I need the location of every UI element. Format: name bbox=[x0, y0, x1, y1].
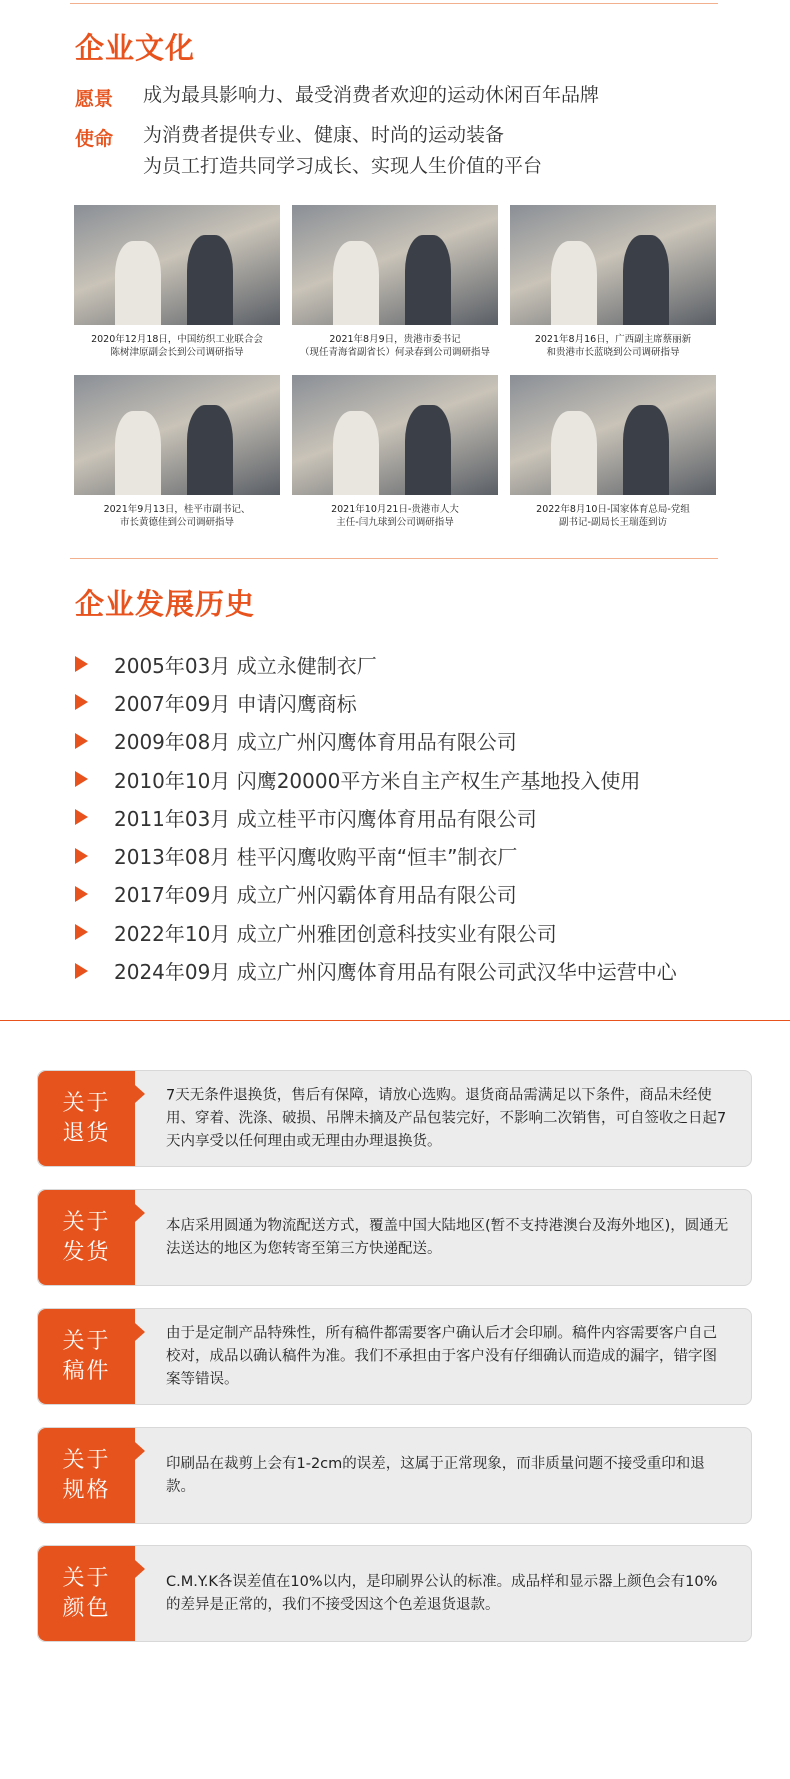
visit-photo bbox=[74, 205, 280, 325]
history-item bbox=[75, 722, 677, 760]
vision-text: 成为最具影响力、最受消费者欢迎的运动休闲百年品牌 bbox=[143, 84, 600, 106]
notice-card bbox=[37, 1427, 752, 1524]
history-item bbox=[75, 913, 677, 951]
caption-line: 2021年8月16日，广西副主席蔡丽新 bbox=[534, 334, 692, 345]
visit-photo bbox=[292, 205, 498, 325]
section-divider bbox=[70, 558, 718, 559]
notice-text: 7天无条件退换货，售后有保障，请放心选购。退货商品需满足以下条件，商品未经使用、穿着、洗涤、破损、吊牌未摘及产品包装完好，不影响二次销售，可自签收之日起7天内享受以任何理由或无理由办理退换货。 bbox=[166, 1087, 727, 1149]
mission-line: 为消费者提供专业、健康、时尚的运动装备 bbox=[143, 124, 505, 146]
notice-card bbox=[37, 1308, 752, 1405]
label-line: 发货 bbox=[62, 1239, 111, 1265]
notice-card bbox=[37, 1070, 752, 1167]
history-title: 企业发展历史 bbox=[75, 587, 256, 621]
history-item bbox=[75, 951, 677, 989]
notice-label bbox=[38, 1071, 135, 1166]
history-text: 2007年09月 申请闪鹰商标 bbox=[114, 691, 357, 716]
history-text: 2005年03月 成立永健制衣厂 bbox=[114, 653, 377, 678]
vision-row bbox=[75, 84, 599, 111]
caption-line: 陈树津原副会长到公司调研指导 bbox=[110, 347, 244, 358]
notice-label bbox=[38, 1428, 135, 1523]
label-line: 颜色 bbox=[62, 1595, 111, 1621]
caption-line: 主任-闫九球到公司调研指导 bbox=[336, 517, 454, 528]
caption-line: 副书记-副局长王瑞莲到访 bbox=[559, 517, 667, 528]
caption-line: 2021年9月13日，桂平市副书记、 bbox=[103, 504, 251, 515]
photo-caption bbox=[292, 333, 498, 359]
label-line: 关于 bbox=[62, 1447, 111, 1473]
history-text: 2009年08月 成立广州闪鹰体育用品有限公司 bbox=[114, 730, 517, 755]
history-text: 2010年10月 闪鹰20000平方米自主产权生产基地投入使用 bbox=[114, 768, 641, 793]
history-item bbox=[75, 875, 677, 913]
label-line: 规格 bbox=[62, 1477, 111, 1503]
label-line: 退货 bbox=[62, 1120, 111, 1146]
triangle-bullet-icon bbox=[75, 963, 88, 979]
visit-photo bbox=[74, 375, 280, 495]
triangle-bullet-icon bbox=[75, 848, 88, 864]
notice-card bbox=[37, 1545, 752, 1642]
history-text: 2024年09月 成立广州闪鹰体育用品有限公司武汉华中运营中心 bbox=[114, 960, 677, 985]
culture-title: 企业文化 bbox=[75, 31, 196, 65]
photo-caption bbox=[292, 503, 498, 529]
triangle-bullet-icon bbox=[75, 733, 88, 749]
caption-line: 2021年10月21日-贵港市人大 bbox=[331, 504, 459, 515]
history-item bbox=[75, 683, 677, 721]
triangle-bullet-icon bbox=[75, 924, 88, 940]
top-divider bbox=[70, 3, 718, 4]
caption-line: 2020年12月18日，中国纺织工业联合会 bbox=[91, 334, 263, 345]
history-text: 2013年08月 桂平闪鹰收购平南“恒丰”制衣厂 bbox=[114, 845, 518, 870]
label-line: 关于 bbox=[62, 1209, 111, 1235]
history-item bbox=[75, 836, 677, 874]
photo-caption bbox=[510, 333, 716, 359]
history-list bbox=[75, 645, 677, 990]
history-text: 2011年03月 成立桂平市闪鹰体育用品有限公司 bbox=[114, 806, 537, 831]
photo-caption bbox=[74, 503, 280, 529]
triangle-bullet-icon bbox=[75, 771, 88, 787]
notice-text: 由于是定制产品特殊性，所有稿件都需要客户确认后才会印刷。稿件内容需要客户自己校对，成品以确认稿件为准。我们不承担由于客户没有仔细确认而造成的漏字，错字图案等错误。 bbox=[166, 1325, 717, 1387]
caption-line: 2021年8月9日，贵港市委书记 bbox=[329, 334, 461, 345]
triangle-bullet-icon bbox=[75, 694, 88, 710]
notice-card bbox=[37, 1189, 752, 1286]
notice-label bbox=[38, 1190, 135, 1285]
mission-row bbox=[75, 124, 542, 182]
full-divider bbox=[0, 1020, 790, 1021]
notice-text: C.M.Y.K各误差值在10%以内，是印刷界公认的标准。成品样和显示器上颜色会有10%的差异是正常的，我们不接受因这个色差退货退款。 bbox=[166, 1573, 718, 1613]
history-item bbox=[75, 760, 677, 798]
history-text: 2022年10月 成立广州雅团创意科技实业有限公司 bbox=[114, 921, 557, 946]
notice-label bbox=[38, 1309, 135, 1404]
visit-photo bbox=[510, 375, 716, 495]
label-line: 稿件 bbox=[62, 1358, 111, 1384]
mission-label: 使命 bbox=[75, 128, 114, 150]
caption-line: 和贵港市长蓝晓到公司调研指导 bbox=[546, 347, 680, 358]
triangle-bullet-icon bbox=[75, 656, 88, 672]
notice-label bbox=[38, 1546, 135, 1641]
vision-label: 愿景 bbox=[75, 88, 114, 110]
notice-text: 印刷品在裁剪上会有1-2cm的误差，这属于正常现象，而非质量问题不接受重印和退款。 bbox=[166, 1455, 705, 1495]
visit-photo bbox=[510, 205, 716, 325]
mission-line: 为员工打造共同学习成长、实现人生价值的平台 bbox=[143, 155, 543, 177]
caption-line: 2022年8月10日-国家体育总局-党组 bbox=[536, 504, 690, 515]
notice-text: 本店采用圆通为物流配送方式，覆盖中国大陆地区(暂不支持港澳台及海外地区)，圆通无法送达的地区为您转寄至第三方快递配送。 bbox=[166, 1217, 729, 1257]
label-line: 关于 bbox=[62, 1328, 111, 1354]
photo-caption bbox=[510, 503, 716, 529]
history-text: 2017年09月 成立广州闪霸体育用品有限公司 bbox=[114, 883, 517, 908]
history-item bbox=[75, 645, 677, 683]
caption-line: （现任青海省副省长）何录春到公司调研指导 bbox=[299, 347, 490, 358]
triangle-bullet-icon bbox=[75, 886, 88, 902]
photo-caption bbox=[74, 333, 280, 359]
label-line: 关于 bbox=[62, 1565, 111, 1591]
triangle-bullet-icon bbox=[75, 809, 88, 825]
caption-line: 市长黄德佳到公司调研指导 bbox=[119, 517, 234, 528]
history-item bbox=[75, 798, 677, 836]
visit-photo bbox=[292, 375, 498, 495]
label-line: 关于 bbox=[62, 1090, 111, 1116]
